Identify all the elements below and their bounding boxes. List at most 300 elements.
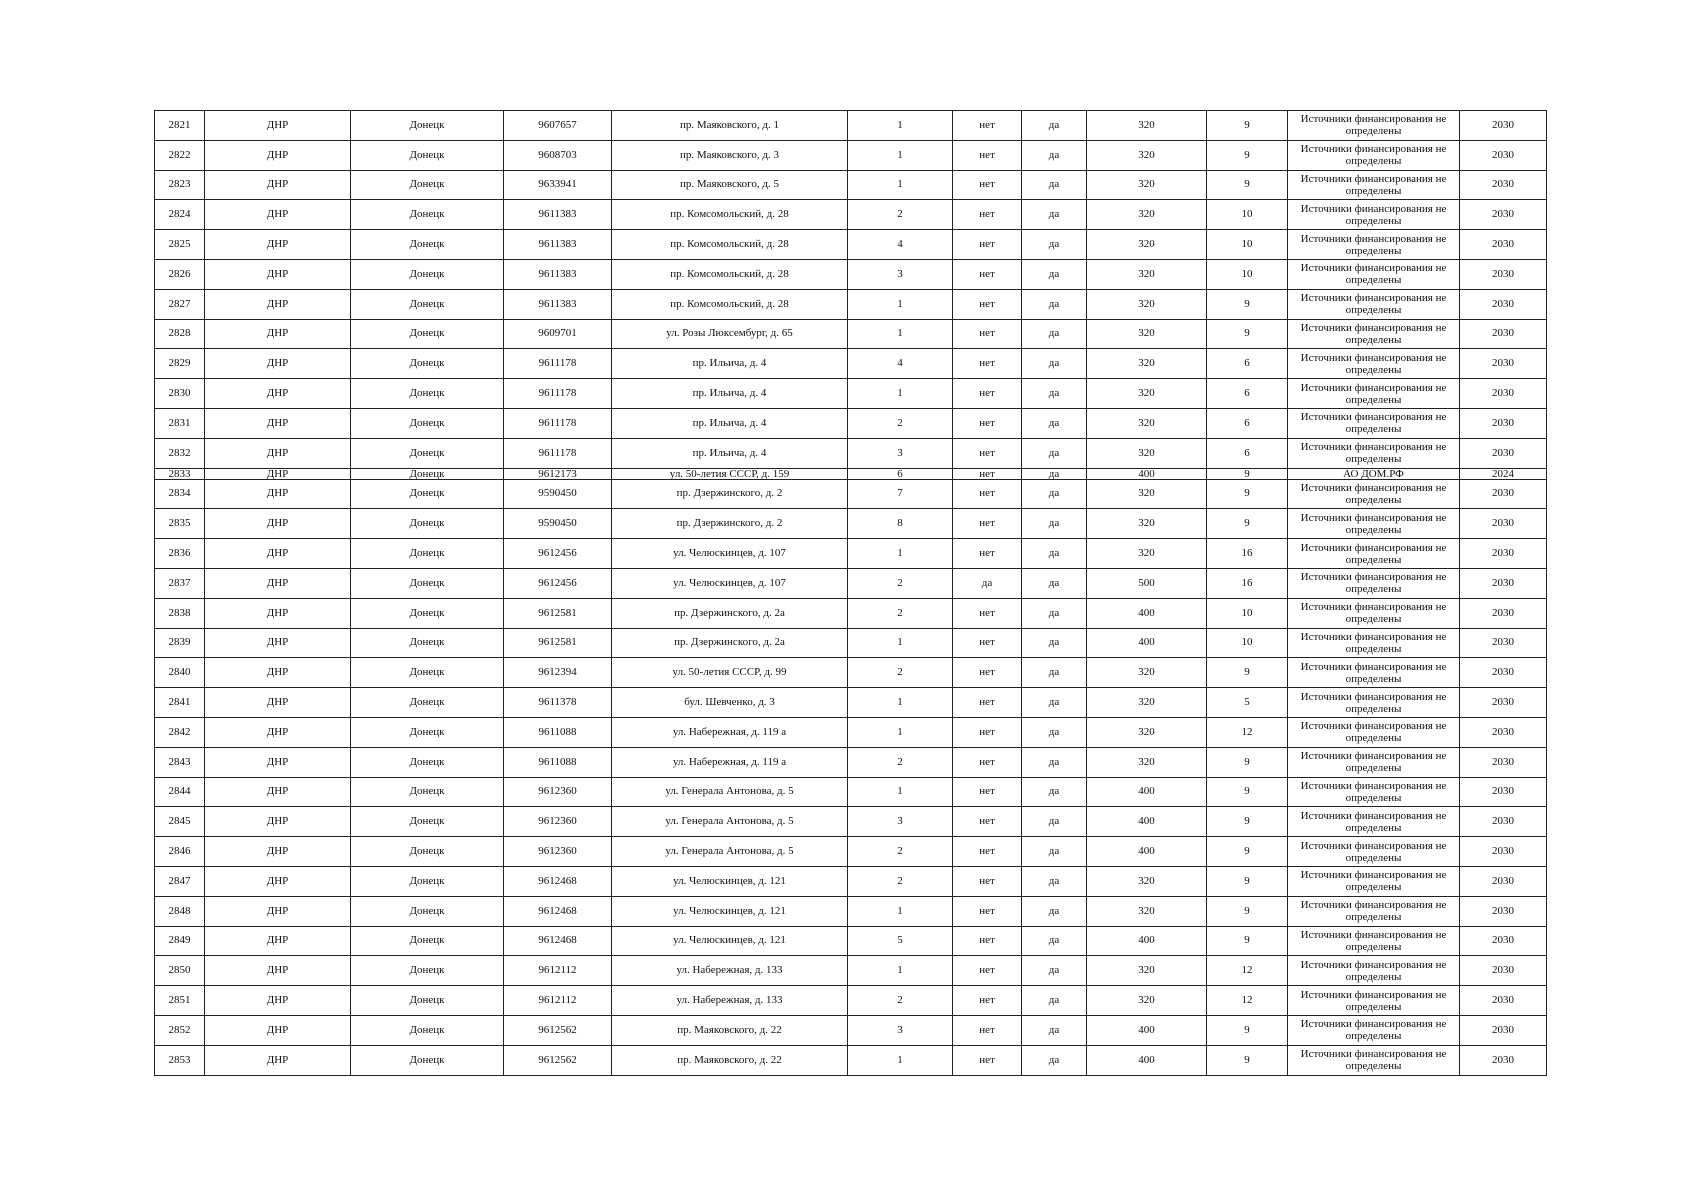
cell-address: ул. Генерала Антонова, д. 5 [612,837,848,867]
cell-floors: 9 [1207,837,1288,867]
cell-city: Донецк [351,170,504,200]
cell-address: ул. 50-летия СССР, д. 99 [612,658,848,688]
cell-region: ДНР [205,628,351,658]
cell-col-flag-a: нет [953,866,1022,896]
table-row [155,568,1547,598]
cell-col-flag-b: да [1022,598,1087,628]
cell-region: ДНР [205,658,351,688]
cell-city: Донецк [351,230,504,260]
cell-year: 2030 [1460,807,1547,837]
cell-year: 2030 [1460,688,1547,718]
cell-building-id: 9612112 [504,986,612,1016]
cell-value-a: 320 [1087,658,1207,688]
cell-year: 2030 [1460,349,1547,379]
cell-year: 2030 [1460,956,1547,986]
cell-floors: 6 [1207,349,1288,379]
cell-floors: 9 [1207,111,1288,141]
cell-floors: 12 [1207,956,1288,986]
cell-year: 2030 [1460,896,1547,926]
cell-floors: 10 [1207,259,1288,289]
cell-row-number: 2850 [155,956,205,986]
table-row [155,200,1547,230]
cell-floors: 9 [1207,866,1288,896]
cell-col-flag-b: да [1022,408,1087,438]
cell-year: 2030 [1460,379,1547,409]
cell-col-flag-a: нет [953,658,1022,688]
cell-col-flag-a: нет [953,777,1022,807]
cell-row-number: 2821 [155,111,205,141]
cell-floors: 12 [1207,986,1288,1016]
cell-row-number: 2849 [155,926,205,956]
cell-region: ДНР [205,1015,351,1045]
cell-value-a: 320 [1087,747,1207,777]
table-row [155,688,1547,718]
cell-value-a: 320 [1087,170,1207,200]
cell-col-flag-a: нет [953,598,1022,628]
cell-region: ДНР [205,479,351,509]
cell-year: 2030 [1460,598,1547,628]
table-row [155,319,1547,349]
cell-building-id: 9611383 [504,259,612,289]
cell-region: ДНР [205,956,351,986]
cell-row-number: 2842 [155,717,205,747]
cell-col-flag-b: да [1022,688,1087,718]
cell-funding-source: Источники финансирования не определены [1288,598,1460,628]
cell-building-id: 9612360 [504,777,612,807]
cell-building-id: 9633941 [504,170,612,200]
cell-year: 2030 [1460,1045,1547,1075]
cell-address: пр. Ильича, д. 4 [612,408,848,438]
cell-entrance: 1 [848,379,953,409]
table-row [155,349,1547,379]
cell-col-flag-b: да [1022,956,1087,986]
cell-region: ДНР [205,349,351,379]
cell-col-flag-a: нет [953,140,1022,170]
cell-floors: 16 [1207,568,1288,598]
table-row [155,628,1547,658]
cell-year: 2030 [1460,539,1547,569]
cell-row-number: 2831 [155,408,205,438]
cell-building-id: 9612456 [504,539,612,569]
cell-city: Донецк [351,111,504,141]
cell-building-id: 9612581 [504,598,612,628]
cell-address: пр. Дзержинского, д. 2 [612,509,848,539]
cell-col-flag-a: нет [953,896,1022,926]
cell-building-id: 9612581 [504,628,612,658]
cell-entrance: 3 [848,1015,953,1045]
cell-year: 2030 [1460,438,1547,468]
cell-building-id: 9611178 [504,408,612,438]
cell-floors: 9 [1207,777,1288,807]
table-row [155,140,1547,170]
cell-row-number: 2828 [155,319,205,349]
cell-entrance: 3 [848,438,953,468]
table-row [155,717,1547,747]
cell-city: Донецк [351,628,504,658]
cell-col-flag-a: нет [953,479,1022,509]
cell-value-a: 320 [1087,509,1207,539]
cell-funding-source: Источники финансирования не определены [1288,1045,1460,1075]
cell-entrance: 6 [848,468,953,479]
cell-region: ДНР [205,200,351,230]
cell-entrance: 2 [848,408,953,438]
cell-col-flag-b: да [1022,468,1087,479]
cell-col-flag-a: нет [953,319,1022,349]
cell-col-flag-a: нет [953,747,1022,777]
cell-building-id: 9611378 [504,688,612,718]
cell-city: Донецк [351,896,504,926]
cell-region: ДНР [205,717,351,747]
cell-funding-source: Источники финансирования не определены [1288,866,1460,896]
cell-col-flag-b: да [1022,509,1087,539]
cell-funding-source: Источники финансирования не определены [1288,349,1460,379]
cell-floors: 9 [1207,896,1288,926]
table-row [155,1045,1547,1075]
cell-row-number: 2851 [155,986,205,1016]
cell-city: Донецк [351,956,504,986]
cell-entrance: 2 [848,866,953,896]
cell-building-id: 9612456 [504,568,612,598]
cell-address: ул. 50-летия СССР, д. 159 [612,468,848,479]
cell-funding-source: Источники финансирования не определены [1288,926,1460,956]
cell-value-a: 320 [1087,319,1207,349]
cell-col-flag-b: да [1022,986,1087,1016]
cell-building-id: 9590450 [504,479,612,509]
cell-building-id: 9612394 [504,658,612,688]
cell-funding-source: Источники финансирования не определены [1288,289,1460,319]
cell-city: Донецк [351,349,504,379]
cell-funding-source: АО ДОМ.РФ [1288,468,1460,479]
cell-funding-source: Источники финансирования не определены [1288,539,1460,569]
cell-row-number: 2853 [155,1045,205,1075]
cell-year: 2024 [1460,468,1547,479]
cell-col-flag-a: да [953,568,1022,598]
cell-building-id: 9611178 [504,349,612,379]
cell-address: пр. Маяковского, д. 1 [612,111,848,141]
cell-region: ДНР [205,539,351,569]
table-row [155,230,1547,260]
cell-funding-source: Источники финансирования не определены [1288,986,1460,1016]
cell-region: ДНР [205,568,351,598]
cell-region: ДНР [205,379,351,409]
cell-year: 2030 [1460,259,1547,289]
cell-year: 2030 [1460,140,1547,170]
cell-address: ул. Генерала Антонова, д. 5 [612,807,848,837]
cell-col-flag-a: нет [953,807,1022,837]
cell-col-flag-b: да [1022,200,1087,230]
cell-year: 2030 [1460,289,1547,319]
cell-col-flag-a: нет [953,111,1022,141]
cell-city: Донецк [351,200,504,230]
cell-year: 2030 [1460,170,1547,200]
cell-col-flag-b: да [1022,1045,1087,1075]
cell-value-a: 320 [1087,896,1207,926]
cell-col-flag-b: да [1022,140,1087,170]
cell-region: ДНР [205,837,351,867]
cell-city: Донецк [351,568,504,598]
cell-col-flag-b: да [1022,379,1087,409]
cell-col-flag-a: нет [953,837,1022,867]
cell-year: 2030 [1460,717,1547,747]
table-row [155,259,1547,289]
cell-building-id: 9590450 [504,509,612,539]
cell-year: 2030 [1460,926,1547,956]
cell-address: ул. Челюскинцев, д. 121 [612,926,848,956]
cell-floors: 16 [1207,539,1288,569]
cell-address: пр. Ильича, д. 4 [612,438,848,468]
cell-floors: 10 [1207,628,1288,658]
cell-floors: 6 [1207,408,1288,438]
cell-building-id: 9612562 [504,1045,612,1075]
cell-entrance: 8 [848,509,953,539]
cell-building-id: 9612173 [504,468,612,479]
cell-value-a: 320 [1087,200,1207,230]
cell-city: Донецк [351,658,504,688]
cell-col-flag-b: да [1022,896,1087,926]
cell-region: ДНР [205,509,351,539]
cell-entrance: 1 [848,170,953,200]
cell-col-flag-b: да [1022,837,1087,867]
cell-floors: 9 [1207,170,1288,200]
cell-entrance: 1 [848,956,953,986]
cell-building-id: 9612360 [504,807,612,837]
table-row [155,747,1547,777]
cell-col-flag-b: да [1022,866,1087,896]
cell-address: ул. Набережная, д. 133 [612,956,848,986]
cell-entrance: 1 [848,539,953,569]
cell-funding-source: Источники финансирования не определены [1288,479,1460,509]
cell-year: 2030 [1460,230,1547,260]
cell-col-flag-a: нет [953,539,1022,569]
table-row [155,509,1547,539]
cell-building-id: 9612360 [504,837,612,867]
cell-building-id: 9611383 [504,200,612,230]
cell-funding-source: Источники финансирования не определены [1288,777,1460,807]
table-row [155,598,1547,628]
table-row [155,170,1547,200]
cell-col-flag-a: нет [953,926,1022,956]
cell-value-a: 400 [1087,807,1207,837]
cell-region: ДНР [205,170,351,200]
cell-value-a: 320 [1087,379,1207,409]
cell-value-a: 500 [1087,568,1207,598]
cell-funding-source: Источники финансирования не определены [1288,658,1460,688]
table-row [155,468,1547,479]
cell-year: 2030 [1460,111,1547,141]
cell-col-flag-a: нет [953,259,1022,289]
cell-row-number: 2843 [155,747,205,777]
cell-row-number: 2832 [155,438,205,468]
cell-entrance: 7 [848,479,953,509]
cell-address: пр. Дзержинского, д. 2 [612,479,848,509]
cell-funding-source: Источники финансирования не определены [1288,956,1460,986]
cell-value-a: 400 [1087,628,1207,658]
cell-city: Донецк [351,140,504,170]
cell-region: ДНР [205,926,351,956]
cell-year: 2030 [1460,200,1547,230]
table-row [155,837,1547,867]
cell-region: ДНР [205,747,351,777]
cell-col-flag-b: да [1022,111,1087,141]
cell-city: Донецк [351,509,504,539]
cell-floors: 9 [1207,319,1288,349]
cell-city: Донецк [351,438,504,468]
cell-col-flag-b: да [1022,926,1087,956]
cell-region: ДНР [205,438,351,468]
cell-address: пр. Комсомольский, д. 28 [612,289,848,319]
cell-year: 2030 [1460,658,1547,688]
cell-address: ул. Челюскинцев, д. 121 [612,866,848,896]
cell-city: Донецк [351,777,504,807]
table-row [155,777,1547,807]
cell-region: ДНР [205,468,351,479]
cell-year: 2030 [1460,747,1547,777]
cell-region: ДНР [205,598,351,628]
cell-entrance: 1 [848,319,953,349]
cell-funding-source: Источники финансирования не определены [1288,509,1460,539]
cell-col-flag-b: да [1022,319,1087,349]
cell-row-number: 2830 [155,379,205,409]
table-row [155,658,1547,688]
cell-value-a: 400 [1087,468,1207,479]
cell-funding-source: Источники финансирования не определены [1288,230,1460,260]
table-row [155,479,1547,509]
cell-building-id: 9612468 [504,926,612,956]
cell-funding-source: Источники финансирования не определены [1288,747,1460,777]
cell-floors: 9 [1207,807,1288,837]
cell-entrance: 1 [848,717,953,747]
cell-city: Донецк [351,717,504,747]
cell-col-flag-a: нет [953,170,1022,200]
cell-address: пр. Дзержинского, д. 2а [612,598,848,628]
cell-funding-source: Источники финансирования не определены [1288,408,1460,438]
cell-funding-source: Источники финансирования не определены [1288,111,1460,141]
cell-year: 2030 [1460,408,1547,438]
cell-address: ул. Набережная, д. 119 а [612,717,848,747]
cell-row-number: 2829 [155,349,205,379]
cell-value-a: 320 [1087,479,1207,509]
cell-region: ДНР [205,289,351,319]
cell-building-id: 9611178 [504,379,612,409]
cell-address: ул. Челюскинцев, д. 121 [612,896,848,926]
table-row [155,379,1547,409]
cell-value-a: 320 [1087,438,1207,468]
cell-floors: 9 [1207,658,1288,688]
cell-region: ДНР [205,111,351,141]
cell-city: Донецк [351,747,504,777]
cell-row-number: 2823 [155,170,205,200]
cell-col-flag-b: да [1022,230,1087,260]
cell-address: пр. Маяковского, д. 3 [612,140,848,170]
cell-row-number: 2844 [155,777,205,807]
cell-address: бул. Шевченко, д. 3 [612,688,848,718]
table-body [155,111,1547,1076]
cell-col-flag-b: да [1022,349,1087,379]
cell-col-flag-a: нет [953,986,1022,1016]
cell-year: 2030 [1460,319,1547,349]
cell-col-flag-b: да [1022,1015,1087,1045]
cell-address: пр. Комсомольский, д. 28 [612,230,848,260]
cell-row-number: 2840 [155,658,205,688]
cell-col-flag-a: нет [953,956,1022,986]
cell-funding-source: Источники финансирования не определены [1288,379,1460,409]
cell-funding-source: Источники финансирования не определены [1288,200,1460,230]
cell-col-flag-a: нет [953,349,1022,379]
cell-entrance: 3 [848,259,953,289]
cell-region: ДНР [205,866,351,896]
cell-value-a: 320 [1087,539,1207,569]
cell-region: ДНР [205,807,351,837]
cell-entrance: 2 [848,986,953,1016]
cell-building-id: 9612468 [504,866,612,896]
cell-city: Донецк [351,598,504,628]
cell-entrance: 3 [848,807,953,837]
cell-city: Донецк [351,479,504,509]
cell-floors: 9 [1207,1045,1288,1075]
cell-city: Донецк [351,539,504,569]
cell-entrance: 2 [848,658,953,688]
cell-funding-source: Источники финансирования не определены [1288,170,1460,200]
cell-address: пр. Маяковского, д. 22 [612,1015,848,1045]
cell-value-a: 320 [1087,230,1207,260]
cell-funding-source: Источники финансирования не определены [1288,688,1460,718]
cell-entrance: 5 [848,926,953,956]
cell-building-id: 9611088 [504,717,612,747]
cell-address: ул. Набережная, д. 119 а [612,747,848,777]
cell-col-flag-a: нет [953,289,1022,319]
cell-value-a: 320 [1087,866,1207,896]
cell-building-id: 9611088 [504,747,612,777]
cell-row-number: 2846 [155,837,205,867]
cell-region: ДНР [205,408,351,438]
table-row [155,408,1547,438]
table-row [155,986,1547,1016]
cell-funding-source: Источники финансирования не определены [1288,140,1460,170]
cell-col-flag-b: да [1022,170,1087,200]
cell-row-number: 2836 [155,539,205,569]
cell-col-flag-b: да [1022,807,1087,837]
cell-region: ДНР [205,319,351,349]
cell-address: пр. Комсомольский, д. 28 [612,200,848,230]
cell-col-flag-a: нет [953,379,1022,409]
cell-col-flag-b: да [1022,717,1087,747]
cell-floors: 10 [1207,230,1288,260]
cell-col-flag-a: нет [953,468,1022,479]
cell-row-number: 2827 [155,289,205,319]
cell-funding-source: Источники финансирования не определены [1288,837,1460,867]
cell-col-flag-b: да [1022,438,1087,468]
cell-city: Донецк [351,379,504,409]
cell-floors: 6 [1207,438,1288,468]
cell-year: 2030 [1460,509,1547,539]
cell-floors: 6 [1207,379,1288,409]
cell-funding-source: Источники финансирования не определены [1288,628,1460,658]
cell-value-a: 400 [1087,777,1207,807]
cell-region: ДНР [205,688,351,718]
cell-address: ул. Челюскинцев, д. 107 [612,568,848,598]
cell-entrance: 1 [848,111,953,141]
cell-city: Донецк [351,1045,504,1075]
cell-row-number: 2852 [155,1015,205,1045]
cell-funding-source: Источники финансирования не определены [1288,438,1460,468]
cell-building-id: 9612112 [504,956,612,986]
cell-floors: 9 [1207,468,1288,479]
cell-col-flag-b: да [1022,479,1087,509]
cell-address: пр. Ильича, д. 4 [612,349,848,379]
cell-col-flag-a: нет [953,200,1022,230]
cell-col-flag-a: нет [953,688,1022,718]
cell-entrance: 1 [848,1045,953,1075]
